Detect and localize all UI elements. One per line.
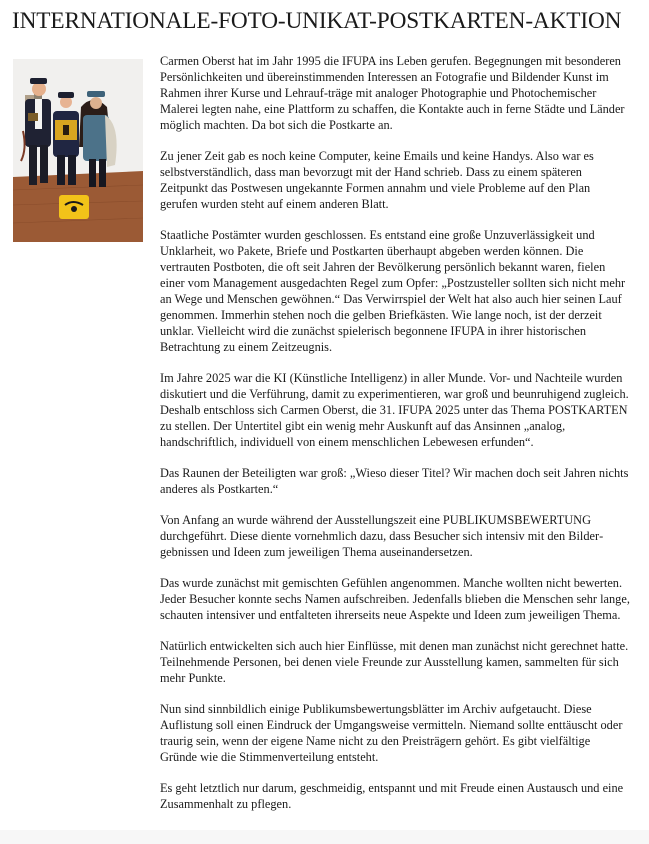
paragraph-publikumsbewertung: Von Anfang an wurde während der Ausstellungszeit eine PUBLIKUMSBEWERTUNG durchgeführt. Diese diente vornehmlich dazu, dass Besucher sich intensiv mit den Bildergebnissen und Ideen zum jeweiligen Thema auseinandersetzen. [160,513,604,559]
group-photo-image [13,55,143,242]
page-bottom-edge [0,830,649,844]
paragraph-post-offices: Staatliche Postämter wurden geschlossen. Es entstand eine große Unzuverlässigkeit und Unklarheit, wo Pakete, Briefe und Postkarten überhaupt abgeben werden können. Die vertrauten Postboten, die oft seit Jahren der Bevölkerung persönlich bekannt waren, fielen einer vom Management ausgedachten Regel zum Opfer: „Postzusteller sollten sich nicht mehr an Wege und Menschen gewöhnen.“ Das Verwirrspiel der Welt hat also auch hier seinen Lauf genommen. Immerhin stehen noch die gelben Briefkästen. Wie lange noch, ist der derzeit unklar. Vielleicht wird die zunächst spielerisch begonnene IFUPA in ihrer historischen Betrachtung zu einem Zeitzeugnis. [160,228,626,354]
group-photo [13,55,143,242]
page-title: INTERNATIONALE-FOTO-UNIKAT-POSTKARTEN-AKTION [12,8,622,34]
paragraph-intro: Carmen Oberst hat im Jahr 1995 die IFUPA ins Leben gerufen. Begegnungen mit besonderen Persönlichkeiten und übereinstimmenden Interessen an Fotografie und Bildender Kunst im Rahmen ihrer Kurse und Lehrauf-träge mit analoger Photographie und Photochemischer Malerei legten nahe, eine Plattform zu schaffen, die Kontakte auch in ferne Städte und Länder möglich machten. Da bot sich die Postkarte an. [160,54,625,132]
article-body [160,53,630,812]
paragraph-ki-2025: Im Jahre 2025 war die KI (Künstliche Intelligenz) in aller Munde. Vor- und Nachteile wurden diskutiert und die Verführung, damit zu experimentieren, war groß und beunruhigend zugleich. Deshalb entschloss sich Carmen Oberst, die 31. IFUPA 2025 unter das Thema POSTKARTEN zu stellen. Der Untertitel gibt ein wenig mehr Auskunft auf das Ansinnen „analog, handschriftlich, individuell von einem menschlichen Lebewesen erfunden“. [160,371,629,449]
paragraph-raunen: Das Raunen der Beteiligten war groß: „Wieso dieser Titel? Wir machen doch seit Jahren nichts anderes als Postkarten.“ [160,466,629,496]
paragraph-archive: Nun sind sinnbildlich einige Publikumsbewertungsblätter im Archiv aufgetaucht. Diese Auflistung soll einen Eindruck der Umgangsweise vermitteln. Niemand sollte enttäuscht oder traurig sein, wenn der eigene Name nicht zu den Preisträgern gehört. Es gibt vielfältige Gründe wie die Stimmenverteilung entsteht. [160,702,623,764]
paragraph-mixed-feelings: Das wurde zunächst mit gemischten Gefühlen angenommen. Manche wollten nicht bewerten. Jeder Besucher konnte sechs Namen aufschreiben. Jedenfalls blieben die Menschen sehr lange, schauten intensiver und entfalteten ihrerseits neue Aspekte und Ideen zum jeweiligen Thema. [160,576,630,622]
paragraph-closing: Es geht letztlich nur darum, geschmeidig, entspannt und mit Freude einen Austausch und eine Zusammenhalt zu pflegen. [160,781,624,811]
paragraph-influences: Natürlich entwickelten sich auch hier Einflüsse, mit denen man zunächst nicht gerechnet hatte. Teilnehmende Personen, bei denen viele Freunde zur Ausstellung kamen, sammelten für sich mehr Punkte. [160,639,629,685]
paragraph-no-computers: Zu jener Zeit gab es noch keine Computer, keine Emails und keine Handys. Also war es selbstverständlich, dass man bevorzugt mit der Hand schrieb. Dass zu einem späteren Zeitpunkt das Postwesen ungekannte Formen annahm und viele Probleme auf den Plan gerufen wurden steht auf einem anderen Blatt. [160,149,594,211]
